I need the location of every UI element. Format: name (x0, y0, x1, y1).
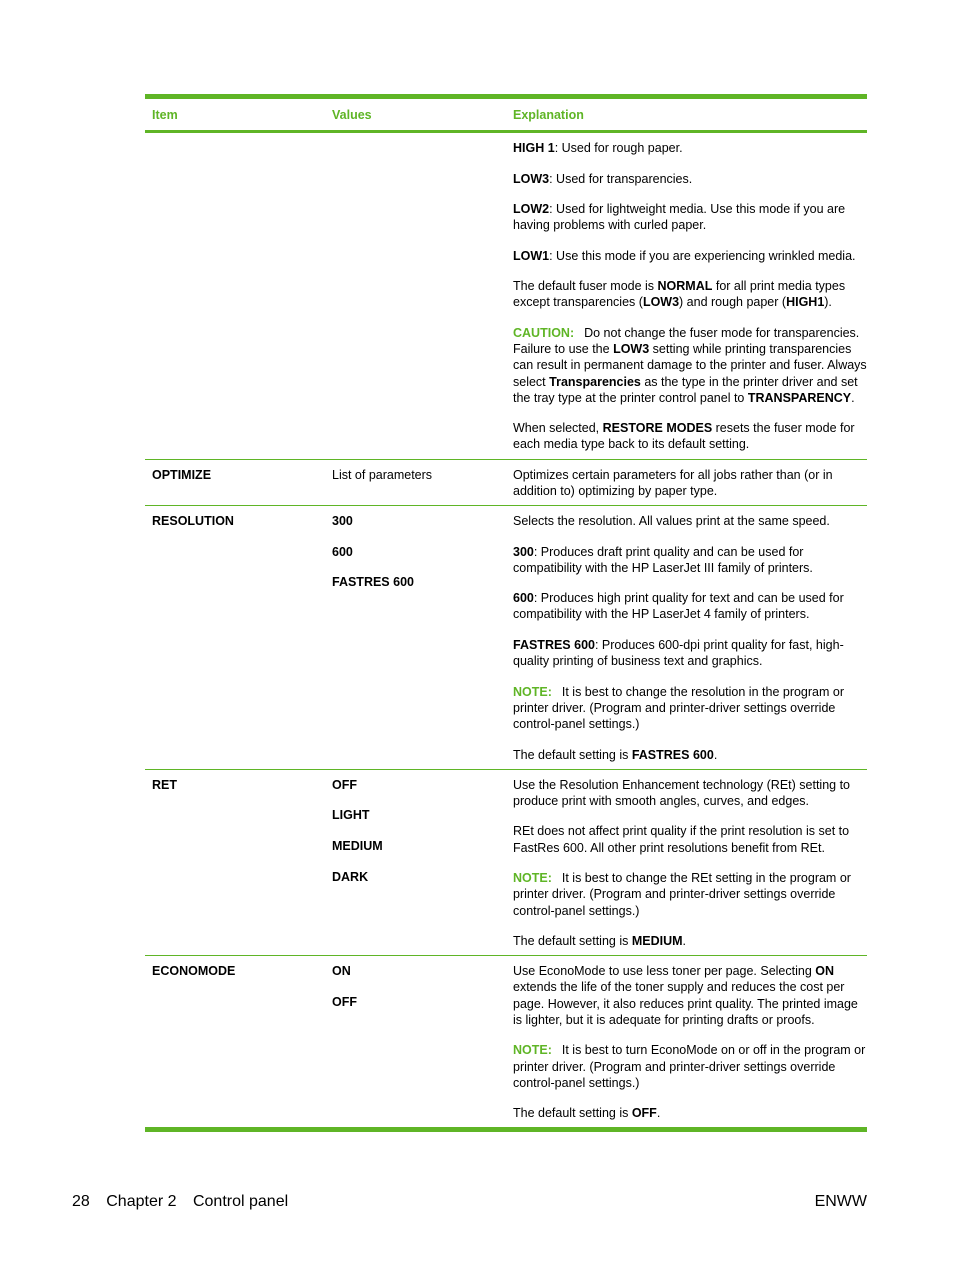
explanation-paragraph (513, 420, 867, 452)
text-segment: . (713, 747, 718, 762)
row-item: RESOLUTION (152, 514, 234, 529)
page-footer-right: ENWW (814, 1193, 867, 1210)
explanation-paragraph (513, 278, 867, 310)
value-option: 600 (332, 544, 353, 559)
explanation-paragraph (513, 870, 867, 919)
bold-term: NORMAL (657, 279, 713, 294)
page-footer-left (72, 1193, 300, 1211)
explanation-paragraph (513, 823, 867, 855)
explanation-paragraph (513, 963, 867, 1028)
bold-term: 300 (513, 544, 534, 559)
page-number: 28 (72, 1193, 90, 1210)
bold-term: RESTORE MODES (602, 421, 713, 436)
bold-term: HIGH1 (786, 295, 825, 310)
chapter-label: Chapter 2 (106, 1193, 177, 1210)
text-segment: : Use this mode if you are experiencing wrinkled media. (549, 248, 856, 263)
row-item: ECONOMODE (152, 964, 236, 979)
settings-table (145, 94, 867, 1132)
bold-term: 600 (513, 591, 534, 606)
explanation-paragraph (513, 467, 867, 499)
text-segment: Selects the resolution. All values print at the same speed. (513, 514, 830, 529)
header-values: Values (332, 107, 372, 122)
text-segment: It is best to turn EconoMode on or off in the program or printer driver. (Program and printer-driver settings override control-panel settings.) (513, 1043, 866, 1090)
table-body (145, 133, 867, 1127)
row-explanation (506, 467, 867, 499)
explanation-paragraph (513, 140, 867, 156)
row-values (325, 777, 506, 950)
text-segment: The default setting is (513, 1106, 632, 1121)
value-option: DARK (332, 869, 369, 884)
explanation-paragraph (513, 747, 867, 763)
bold-term: MEDIUM (631, 934, 683, 949)
explanation-paragraph (513, 1105, 867, 1121)
row-values (325, 513, 506, 763)
explanation-paragraph (513, 684, 867, 733)
value-option: List of parameters (332, 467, 433, 482)
table-bottom-rule (145, 1127, 867, 1132)
value-option: LIGHT (332, 808, 370, 823)
explanation-paragraph (513, 201, 867, 233)
row-item: OPTIMIZE (152, 467, 212, 482)
table-row (145, 505, 867, 769)
bold-term: LOW3 (613, 342, 650, 357)
table-row (145, 133, 867, 459)
value-option: OFF (332, 777, 357, 792)
note-label: NOTE: (513, 684, 552, 699)
text-segment: REt does not affect print quality if the print resolution is set to FastRes 600. All other print resolutions benefit from REt. (513, 824, 850, 855)
text-segment: extends the life of the toner supply and reduces the cost per page. However, it also reduces print quality. The printed image is lighter, but it is adequate for printing drafts or proofs. (513, 980, 858, 1027)
explanation-paragraph (513, 590, 867, 622)
text-segment: : Produces draft print quality and can be used for compatibility with the HP LaserJet III family of printers. (513, 544, 813, 575)
explanation-paragraph (513, 933, 867, 949)
section-label: Control panel (192, 1193, 289, 1210)
explanation-paragraph (513, 325, 867, 406)
table-header (145, 99, 867, 130)
header-explanation: Explanation (513, 107, 584, 122)
bold-term: FASTRES 600 (631, 747, 714, 762)
bold-term: ON (815, 964, 835, 979)
text-segment: as the type in the printer driver and set the tray type at the printer control panel to (513, 374, 858, 405)
text-segment: The default fuser mode is (513, 279, 658, 294)
row-values (325, 963, 506, 1121)
text-segment: When selected, (513, 421, 603, 436)
row-item (145, 140, 325, 453)
row-explanation (506, 963, 867, 1121)
explanation-paragraph (513, 248, 867, 264)
row-explanation (506, 513, 867, 763)
text-segment: for all print media types except transparencies ( (513, 279, 846, 310)
value-option: OFF (332, 994, 357, 1009)
bold-term: LOW3 (513, 171, 550, 186)
value-option: 300 (332, 514, 353, 529)
text-segment: Do not change the fuser mode for transparencies. Failure to use the (513, 325, 860, 357)
text-segment: ). (824, 295, 832, 310)
header-item: Item (152, 107, 178, 122)
bold-term: LOW2 (513, 202, 550, 216)
text-segment: It is best to change the resolution in the program or printer driver. (Program and printer-driver settings override control-panel settings.) (513, 684, 844, 732)
text-segment: Use EconoMode to use less toner per page. Selecting (513, 964, 816, 979)
note-label: NOTE: (513, 1043, 552, 1058)
bold-term: HIGH 1 (513, 141, 555, 155)
table-row (145, 769, 867, 956)
text-segment: : Produces high print quality for text and can be used for compatibility with the HP LaserJet 4 family of printers. (513, 591, 844, 622)
text-segment: It is best to change the REt setting in the program or printer driver. (Program and printer-driver settings override control-panel settings.) (513, 871, 851, 918)
explanation-paragraph (513, 171, 867, 187)
explanation-paragraph (513, 777, 867, 809)
explanation-paragraph (513, 1042, 867, 1091)
bold-term: OFF (631, 1106, 657, 1121)
explanation-paragraph (513, 544, 867, 576)
bold-term: TRANSPARENCY (747, 390, 852, 405)
text-segment: setting while printing transparencies can result in permanent damage to the printer and fuser. Always select (513, 342, 867, 389)
bold-term: FASTRES 600 (513, 637, 595, 652)
explanation-paragraph (513, 513, 867, 529)
caution-label: CAUTION: (513, 325, 575, 340)
row-item: RET (152, 777, 177, 792)
text-segment: Use the Resolution Enhancement technology (REt) setting to produce print with smooth angles, curves, and edges. (513, 777, 850, 808)
text-segment: : Used for rough paper. (554, 141, 683, 155)
value-option: MEDIUM (332, 839, 383, 854)
text-segment: ) and rough paper ( (679, 295, 787, 310)
bold-term: LOW1 (513, 248, 550, 263)
text-segment: : Produces 600-dpi print quality for fast, high-quality printing of business text and graphics. (513, 637, 844, 669)
table-row (145, 955, 867, 1127)
explanation-paragraph (513, 637, 867, 669)
text-segment: : Used for lightweight media. Use this mode if you are having problems with curled paper. (513, 202, 846, 233)
text-segment: resets the fuser mode for each media type back to its default setting. (513, 421, 855, 452)
bold-term: Transparencies (549, 374, 641, 389)
row-explanation (506, 140, 867, 453)
text-segment: . (656, 1106, 661, 1121)
bold-term: LOW3 (642, 295, 680, 310)
value-option: FASTRES 600 (332, 575, 414, 590)
text-segment: The default setting is (513, 747, 632, 762)
note-label: NOTE: (513, 871, 552, 886)
row-explanation (506, 777, 867, 950)
row-values (325, 467, 506, 499)
row-values (325, 140, 506, 453)
value-option: ON (332, 964, 351, 979)
text-segment: : Used for transparencies. (549, 171, 693, 186)
text-segment: Optimizes certain parameters for all jobs rather than (or in addition to) optimizing by paper type. (513, 467, 833, 498)
text-segment: . (851, 390, 855, 405)
text-segment: The default setting is (513, 934, 632, 949)
table-row (145, 459, 867, 505)
text-segment: . (682, 934, 687, 949)
